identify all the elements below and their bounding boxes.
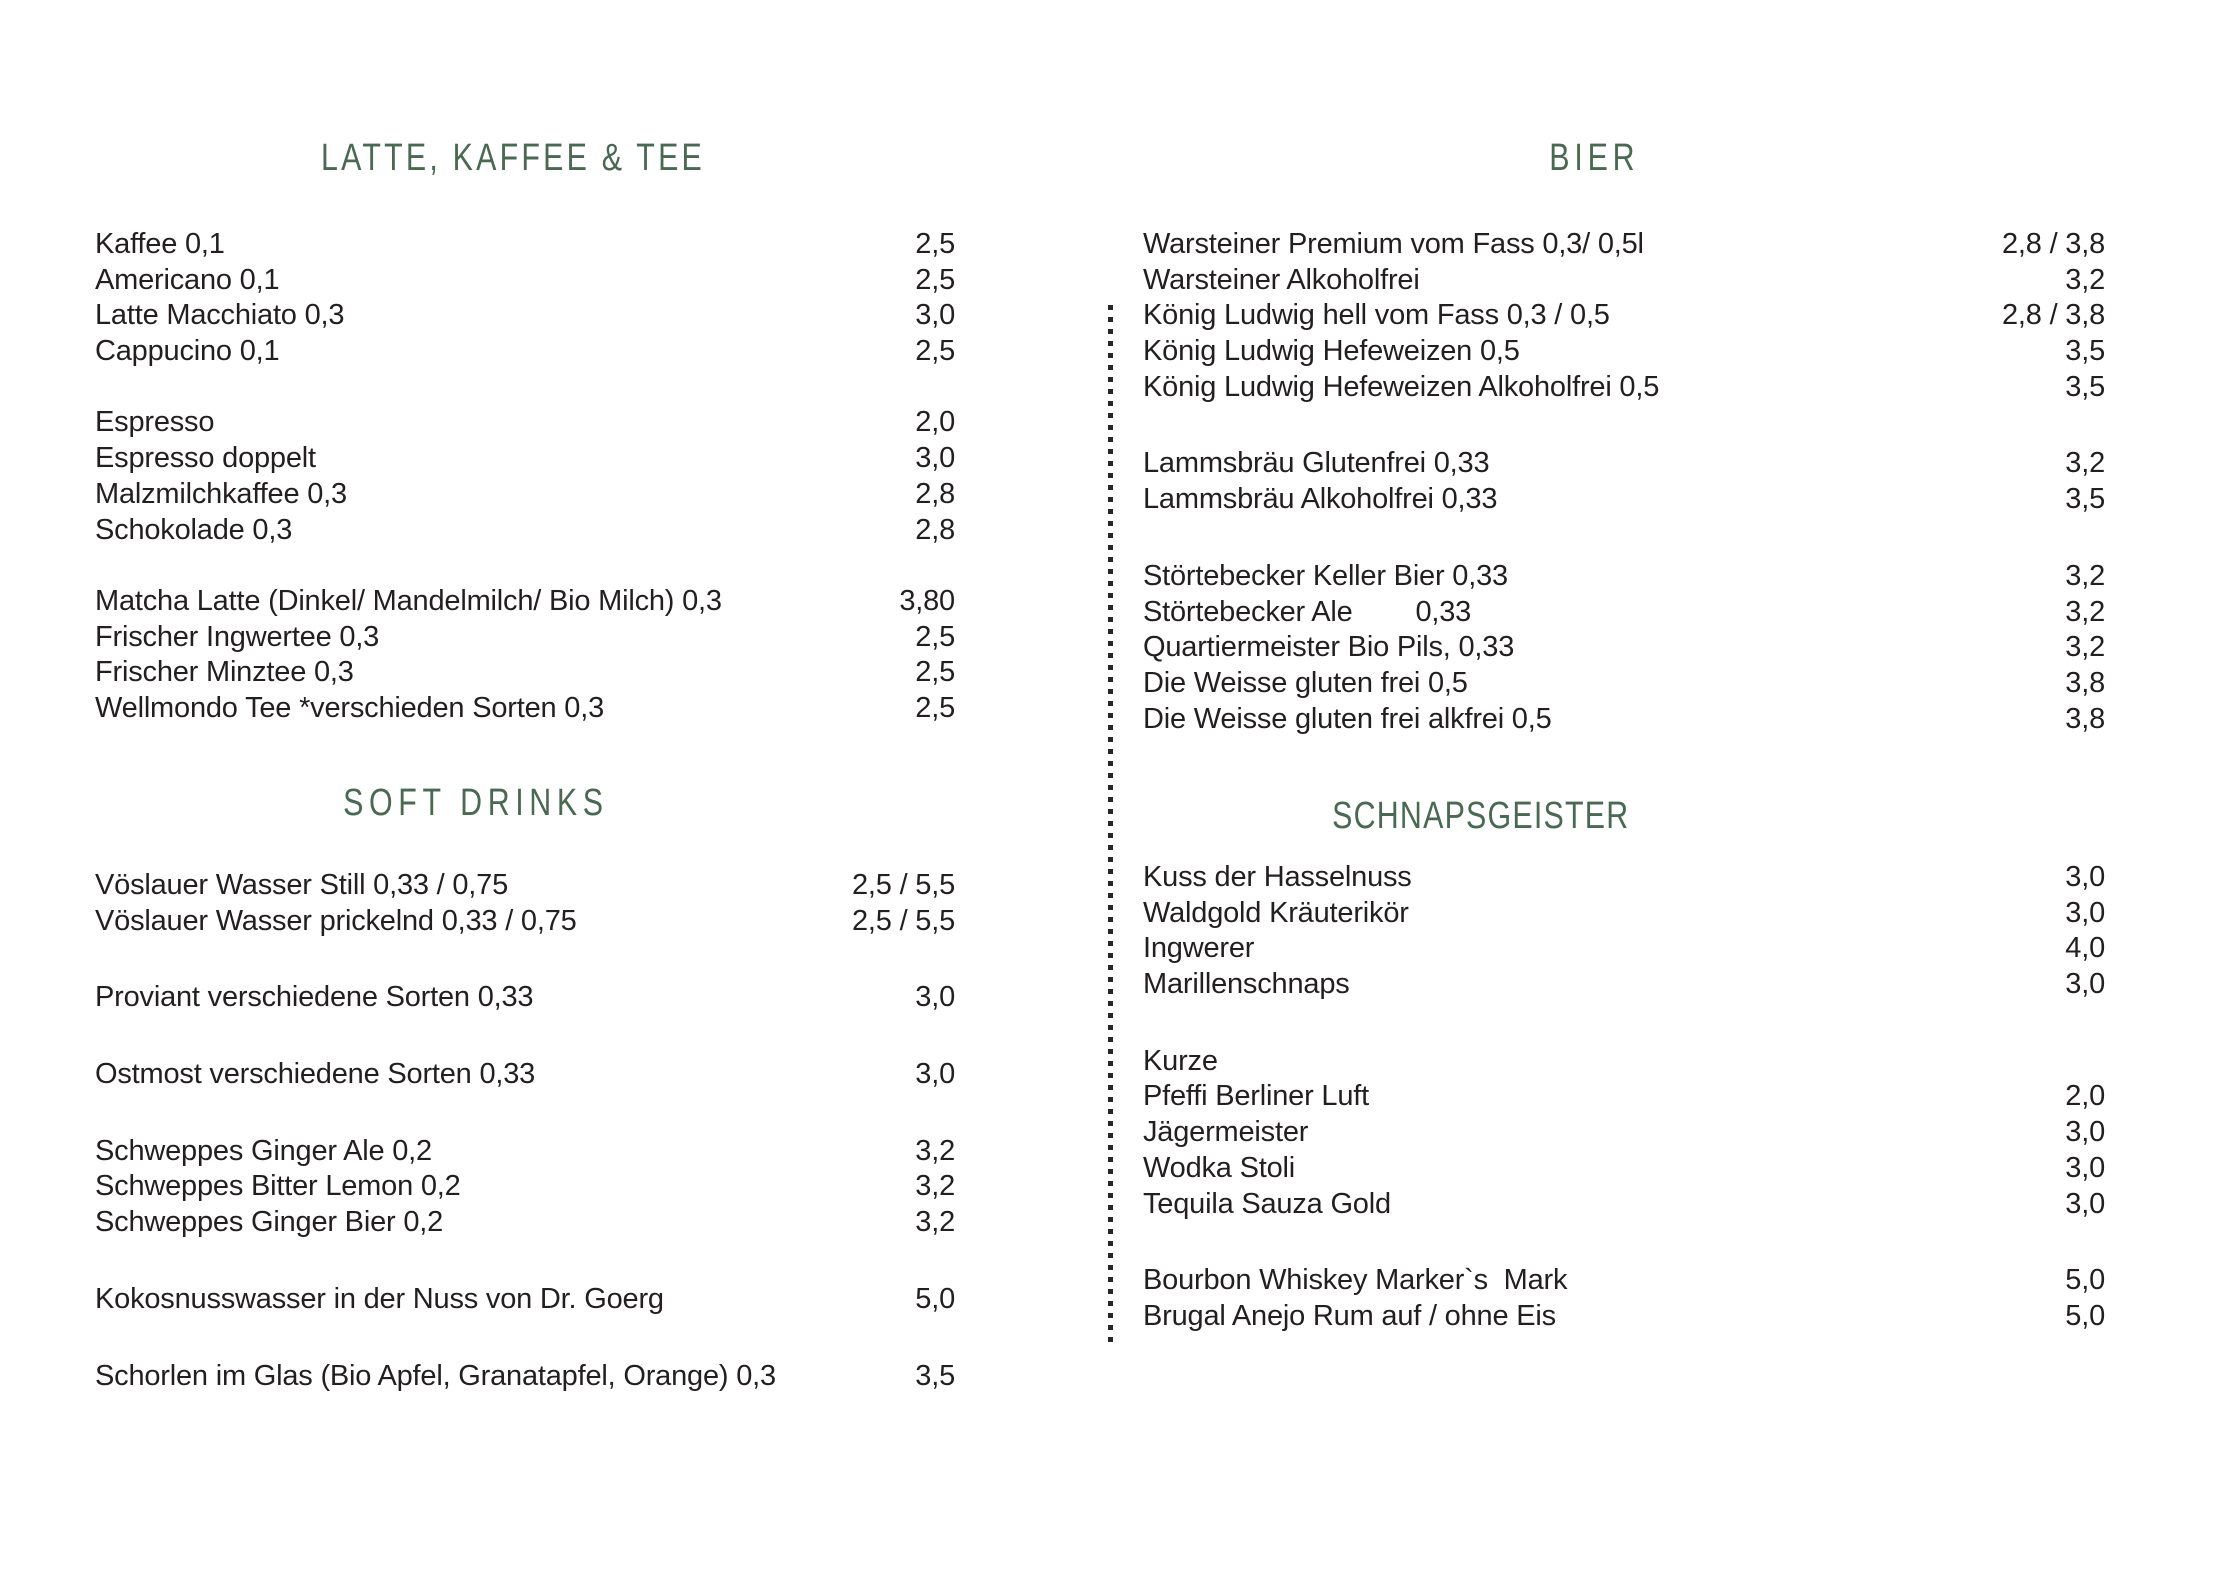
item-price: 3,2 — [915, 1206, 955, 1239]
item-price: 3,2 — [2065, 595, 2105, 628]
item-price: 3,0 — [2065, 1187, 2105, 1220]
item-price: 3,0 — [2065, 861, 2105, 893]
item-price: 3,8 — [2065, 702, 2105, 735]
item-price: 2,5 — [915, 691, 955, 724]
menu-item-row — [1143, 1115, 2105, 1151]
menu-item-row — [1143, 896, 2105, 932]
item-name: König Ludwig hell vom Fass 0,3 / 0,5 — [1143, 299, 1610, 332]
spacer-row — [95, 1093, 955, 1134]
menu-item-row — [95, 584, 955, 620]
item-name: Vöslauer Wasser Still 0,33 / 0,75 — [95, 869, 509, 901]
item-price: 3,0 — [915, 442, 955, 475]
menu-item-row — [95, 298, 955, 334]
menu-item-row — [1143, 298, 2105, 334]
item-name: Brugal Anejo Rum auf / ohne Eis — [1143, 1299, 1556, 1332]
section-heading-bier — [1113, 134, 2075, 182]
item-name: König Ludwig Hefeweizen 0,5 — [1143, 335, 1520, 368]
bier-item-list — [1143, 227, 2105, 737]
menu-item-row — [1143, 967, 2105, 1003]
spacer-row — [1143, 518, 2105, 559]
item-price: 2,5 — [915, 620, 955, 653]
item-name: Schweppes Bitter Lemon 0,2 — [95, 1170, 461, 1203]
menu-item-row — [95, 513, 955, 549]
item-price: 3,5 — [2065, 370, 2105, 403]
spacer-row — [95, 1241, 955, 1282]
item-price: 2,5 / 5,5 — [852, 904, 955, 937]
menu-item-row — [95, 980, 955, 1016]
spacer-row — [95, 548, 955, 584]
section-heading-text: SOFT DRINKS — [343, 782, 609, 824]
item-price: 3,0 — [2065, 896, 2105, 929]
menu-item-row — [95, 691, 955, 727]
item-price: 3,0 — [2065, 1151, 2105, 1184]
menu-item-row — [95, 904, 955, 940]
section-heading-text: LATTE, KAFFEE & TEE — [320, 137, 706, 179]
item-price: 2,5 — [915, 263, 955, 296]
item-price: 3,2 — [915, 1170, 955, 1203]
spacer-row — [95, 370, 955, 406]
item-name: Espresso — [95, 406, 215, 439]
item-price: 3,5 — [2065, 335, 2105, 368]
menu-item-row — [1143, 1263, 2105, 1299]
item-name: Jägermeister — [1143, 1116, 1309, 1149]
item-name: Tequila Sauza Gold — [1143, 1187, 1391, 1220]
spacer-row — [95, 1016, 955, 1057]
item-name: Kuss der Hasselnuss — [1143, 861, 1412, 893]
item-name: Schweppes Ginger Ale 0,2 — [95, 1134, 432, 1167]
menu-item-row — [1143, 860, 2105, 896]
section-heading-schnapsgeister — [1000, 792, 1962, 840]
item-name: Schorlen im Glas (Bio Apfel, Granatapfel, Orange) 0,3 — [95, 1359, 776, 1392]
item-name: Marillenschnaps — [1143, 968, 1350, 1001]
item-price: 3,0 — [915, 1058, 955, 1091]
item-name: Latte Macchiato 0,3 — [95, 299, 345, 332]
menu-item-row — [95, 1359, 955, 1395]
menu-item-row — [95, 263, 955, 299]
menu-item-row — [1143, 334, 2105, 370]
menu-item-row — [95, 655, 955, 691]
menu-item-row — [1143, 263, 2105, 299]
item-name: Kurze — [1143, 1044, 1218, 1077]
menu-item-row — [95, 1169, 955, 1205]
menu-item-row — [1143, 559, 2105, 595]
spacer-row — [1143, 1003, 2105, 1044]
menu-item-row — [95, 441, 955, 477]
item-price: 5,0 — [915, 1282, 955, 1315]
item-price: 5,0 — [2065, 1264, 2105, 1297]
item-name: Lammsbräu Alkoholfrei 0,33 — [1143, 483, 1498, 516]
item-name: Proviant verschiedene Sorten 0,33 — [95, 981, 534, 1014]
menu-item-row — [1143, 595, 2105, 631]
item-name: Malzmilchkaffee 0,3 — [95, 477, 347, 510]
item-name: Die Weisse gluten frei 0,5 — [1143, 666, 1468, 699]
item-price: 3,2 — [915, 1134, 955, 1167]
item-name: Warsteiner Premium vom Fass 0,3/ 0,5l — [1143, 228, 1644, 260]
menu-item-row — [1143, 446, 2105, 482]
item-name: Warsteiner Alkoholfrei — [1143, 263, 1420, 296]
spacer-row — [1143, 1222, 2105, 1263]
menu-item-row — [1143, 1299, 2105, 1335]
item-price: 3,2 — [2065, 559, 2105, 592]
menu-item-row — [95, 334, 955, 370]
menu-item-row — [1143, 931, 2105, 967]
menu-item-row — [1143, 666, 2105, 702]
menu-item-row — [1143, 1079, 2105, 1115]
menu-item-row — [95, 1057, 955, 1093]
item-name: Bourbon Whiskey Marker`s Mark — [1143, 1264, 1568, 1297]
menu-item-row — [95, 405, 955, 441]
item-price: 2,5 / 5,5 — [852, 869, 955, 901]
item-name: Störtebecker Ale 0,33 — [1143, 595, 1472, 628]
item-price: 3,8 — [2065, 666, 2105, 699]
item-price: 2,8 — [915, 513, 955, 546]
item-name: Americano 0,1 — [95, 263, 280, 296]
item-name: Schokolade 0,3 — [95, 513, 293, 546]
item-name: Cappucino 0,1 — [95, 335, 280, 368]
menu-item-row — [1143, 482, 2105, 518]
item-price: 3,0 — [915, 299, 955, 332]
item-price: 3,0 — [2065, 968, 2105, 1001]
item-price: 3,5 — [915, 1359, 955, 1392]
menu-item-row — [1143, 702, 2105, 738]
item-price: 3,0 — [2065, 1116, 2105, 1149]
item-name: Waldgold Kräuterikör — [1143, 896, 1409, 929]
menu-item-row — [1143, 630, 2105, 666]
item-price: 2,8 / 3,8 — [2002, 299, 2105, 332]
menu-item-row — [1143, 370, 2105, 406]
menu-item-row — [1143, 227, 2105, 263]
item-name: Wodka Stoli — [1143, 1151, 1296, 1184]
item-name: Matcha Latte (Dinkel/ Mandelmilch/ Bio Milch) 0,3 — [95, 584, 722, 617]
menu-item-row — [1143, 1151, 2105, 1187]
item-name: Kaffee 0,1 — [95, 228, 225, 260]
menu-item-row — [95, 1282, 955, 1318]
item-name: Lammsbräu Glutenfrei 0,33 — [1143, 447, 1490, 480]
item-name: Quartiermeister Bio Pils, 0,33 — [1143, 631, 1515, 664]
item-price: 3,2 — [2065, 447, 2105, 480]
item-price: 2,8 — [915, 477, 955, 510]
item-name: Frischer Ingwertee 0,3 — [95, 620, 380, 653]
menu-item-row — [1143, 1187, 2105, 1223]
dotted-vertical-divider — [1108, 305, 1113, 1345]
item-name: Kokosnusswasser in der Nuss von Dr. Goerg — [95, 1282, 664, 1315]
item-price: 3,0 — [915, 981, 955, 1014]
section-heading-text: BIER — [1548, 137, 1640, 179]
menu-item-row — [95, 1205, 955, 1241]
spacer-row — [95, 1318, 955, 1359]
section-heading-text: SCHNAPSGEISTER — [1332, 795, 1630, 837]
spacer-row — [95, 939, 955, 980]
item-price: 2,0 — [915, 406, 955, 439]
item-name: Wellmondo Tee *verschieden Sorten 0,3 — [95, 691, 605, 724]
item-name: Frischer Minztee 0,3 — [95, 656, 354, 689]
item-name: Ostmost verschiedene Sorten 0,33 — [95, 1058, 536, 1091]
item-price: 3,5 — [2065, 483, 2105, 516]
menu-item-row — [95, 620, 955, 656]
item-price: 2,0 — [2065, 1080, 2105, 1113]
item-price: 3,2 — [2065, 631, 2105, 664]
item-price: 3,80 — [899, 584, 955, 617]
item-price: 2,8 / 3,8 — [2002, 228, 2105, 260]
item-name: Vöslauer Wasser prickelnd 0,33 / 0,75 — [95, 904, 577, 937]
item-price: 2,5 — [915, 335, 955, 368]
item-name: Espresso doppelt — [95, 442, 316, 475]
item-price: 3,2 — [2065, 263, 2105, 296]
section-heading-latte-kaffee-tee — [83, 134, 943, 182]
menu-item-row — [95, 477, 955, 513]
soft-drinks-item-list — [95, 868, 955, 1394]
menu-item-row — [1143, 1044, 2105, 1080]
item-name: Störtebecker Keller Bier 0,33 — [1143, 559, 1508, 592]
item-price: 2,5 — [915, 656, 955, 689]
item-name: Schweppes Ginger Bier 0,2 — [95, 1206, 444, 1239]
schnapsgeister-item-list — [1143, 860, 2105, 1335]
menu-item-row — [95, 1134, 955, 1170]
item-price: 5,0 — [2065, 1299, 2105, 1332]
menu-item-row — [95, 227, 955, 263]
item-name: Pfeffi Berliner Luft — [1143, 1080, 1369, 1113]
item-name: König Ludwig Hefeweizen Alkoholfrei 0,5 — [1143, 370, 1660, 403]
spacer-row — [1143, 405, 2105, 446]
item-name: Ingwerer — [1143, 932, 1255, 965]
item-price: 2,5 — [915, 228, 955, 260]
item-price: 4,0 — [2065, 932, 2105, 965]
section-heading-soft-drinks — [46, 779, 906, 827]
item-name: Die Weisse gluten frei alkfrei 0,5 — [1143, 702, 1552, 735]
latte-kaffee-tee-item-list — [95, 227, 955, 727]
menu-item-row — [95, 868, 955, 904]
